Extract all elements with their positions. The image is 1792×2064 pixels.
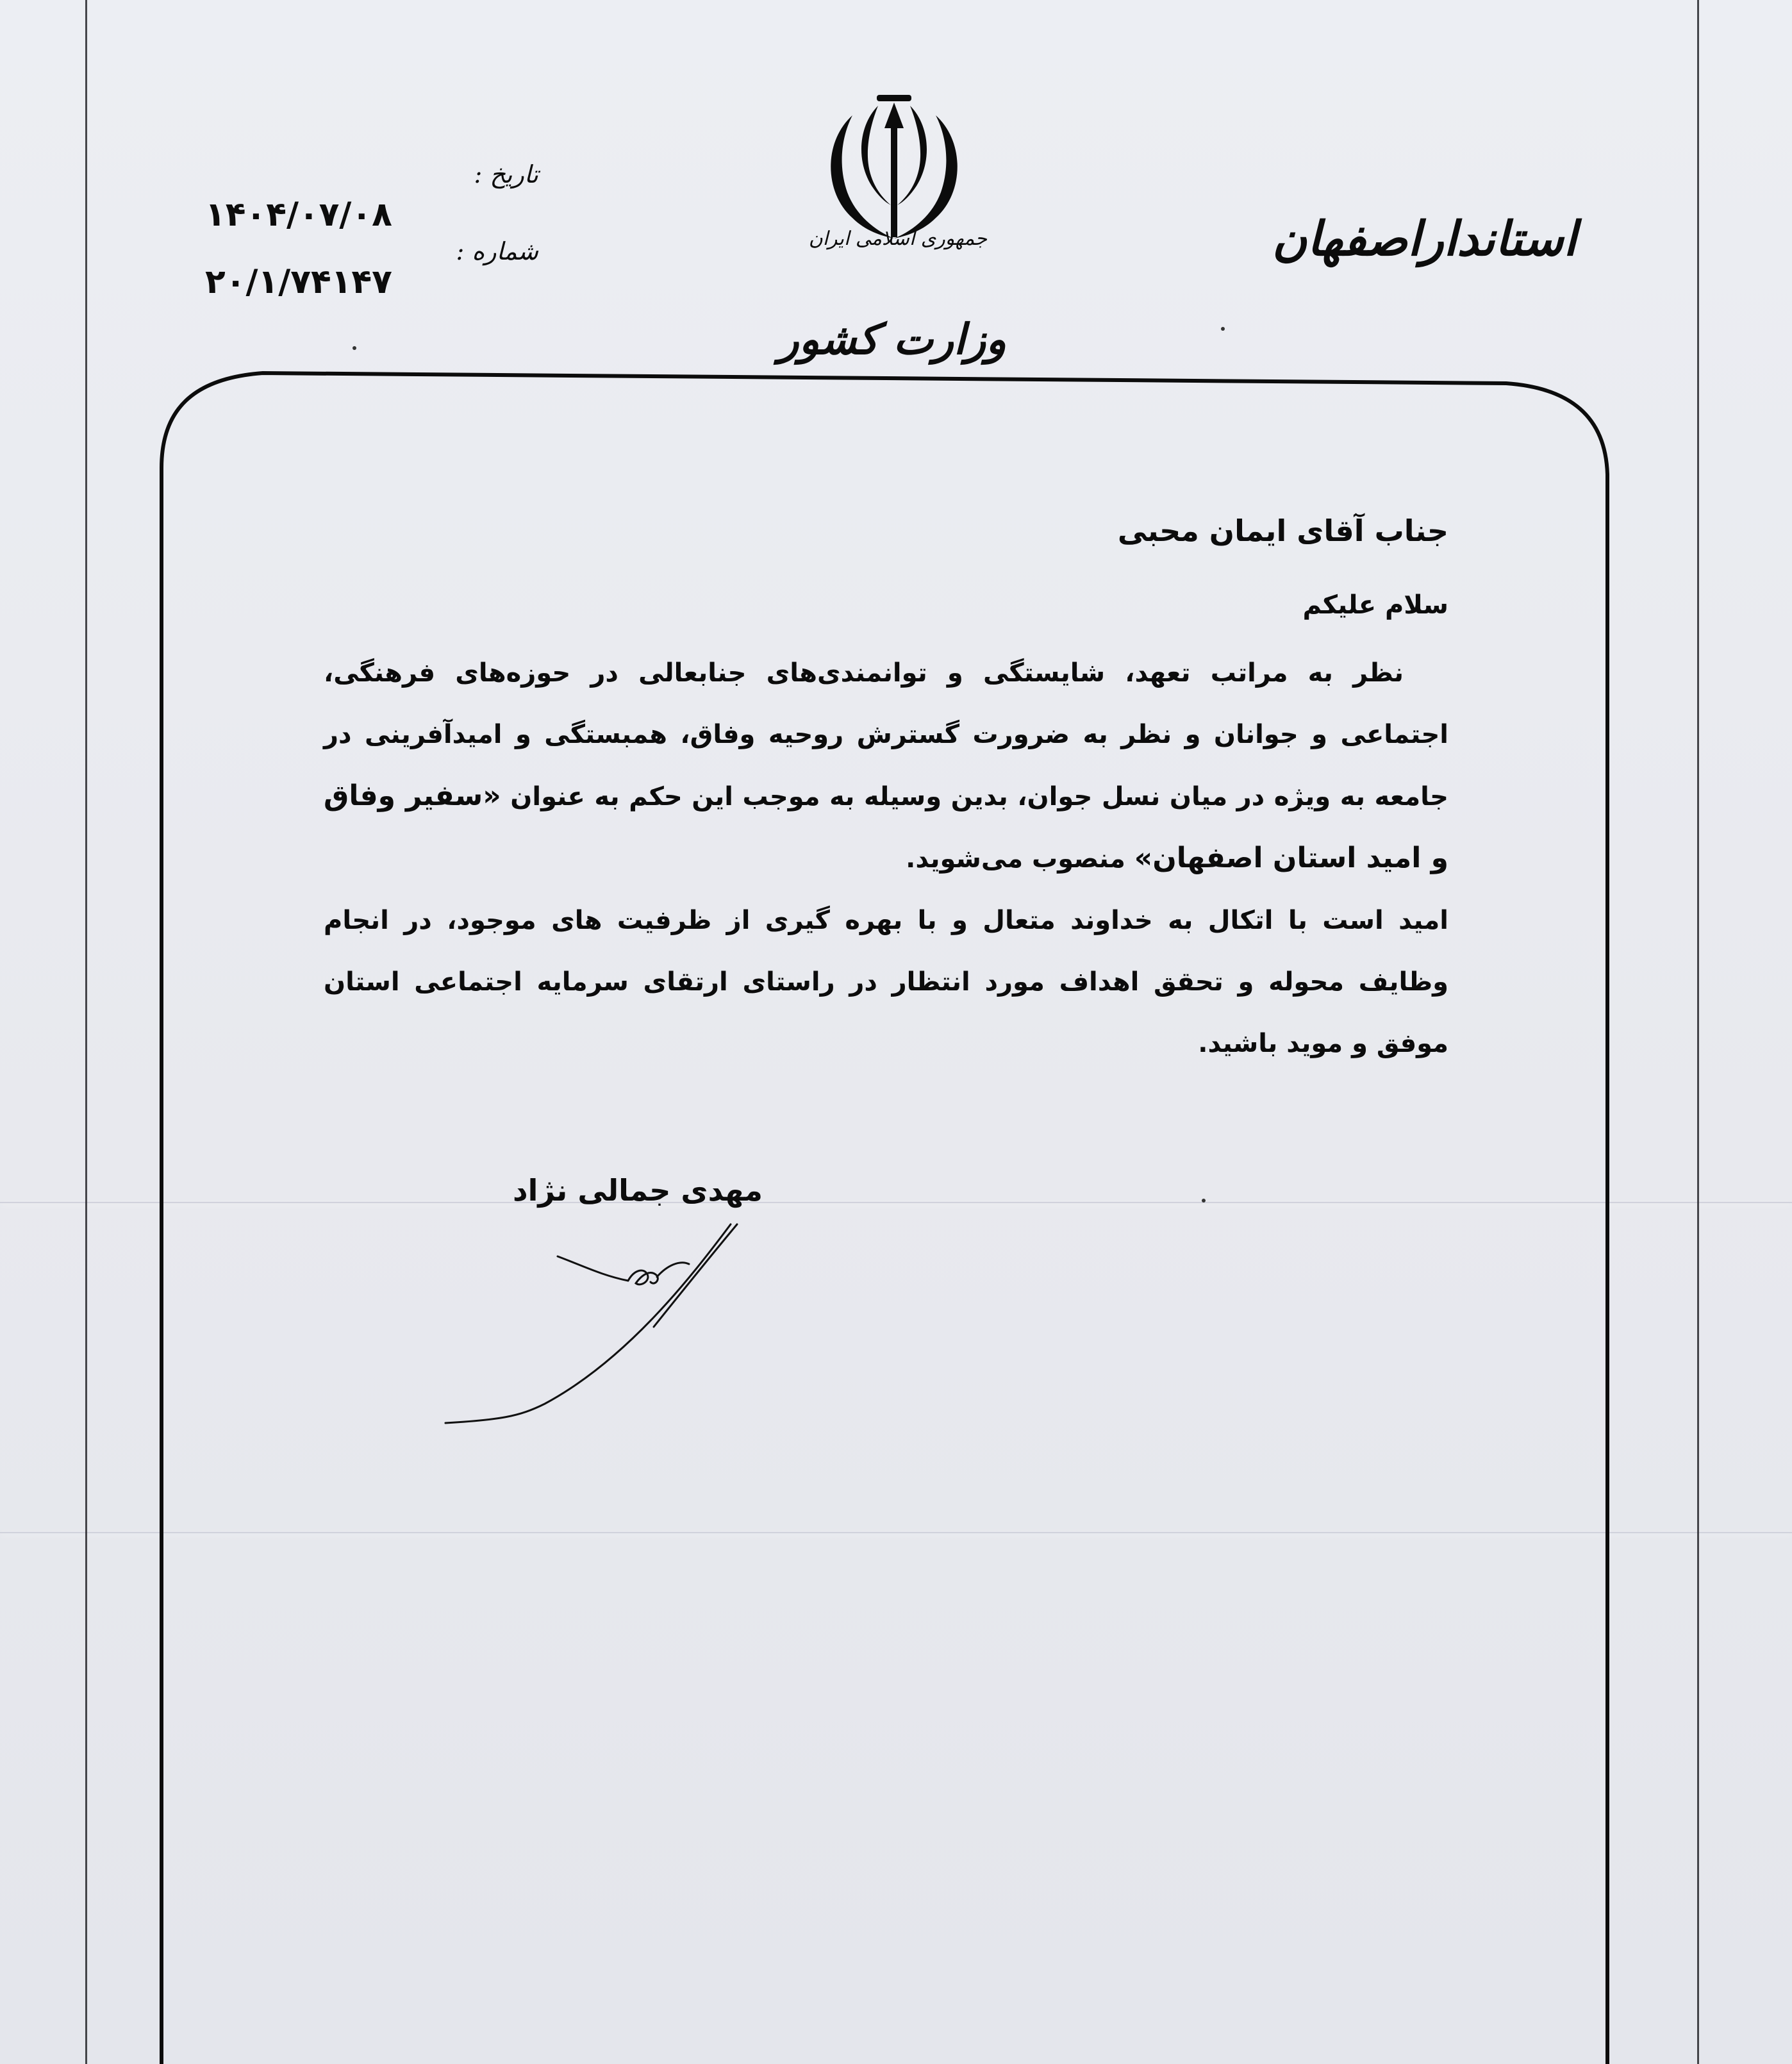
paragraph-1-text: نظر به مراتب تعهد، شایستگی و توانمندی‌های جنابعالی در حوزه‌های فرهنگی، اجتماعی و جوانان و نظر به ضرورت گسترش روحیه وفاق، همبستگی و امیدآفرینی در جامعه به ویژه در میان نسل جوان، بدین وسیله به موجب این حکم به عنوان [324, 658, 1448, 811]
addressee: جناب آقای ایمان محبی [1117, 513, 1448, 548]
paper-speck [1202, 1199, 1206, 1203]
paragraph-2: امید است با اتکال به خداوند متعال و با بهره گیری از ظرفیت های موجود، در انجام وظایف محوله و تحقق اهداف مورد انتظار در راستای ارتقای سرمایه اجتماعی استان موفق و موید باشید. [324, 906, 1448, 1058]
letter-body [324, 500, 1448, 1074]
number-label: شماره : [456, 237, 538, 265]
paper-speck [353, 346, 356, 350]
ministry-name: وزارت کشور [778, 314, 1006, 364]
organization-title: استانداراصفهان [1272, 212, 1577, 267]
paper-speck [1221, 327, 1225, 331]
paper-edge-left [85, 0, 87, 2064]
emblem-caption: جمهوری اسلامی ایران [808, 228, 987, 250]
date-value: ۱۴۰۴/۰۷/۰۸ [205, 196, 392, 234]
signatory-name: مهدی جمالی نژاد [513, 1173, 763, 1208]
number-value: ۲۰/۱/۷۴۱۴۷ [205, 263, 392, 301]
date-label: تاریخ : [474, 160, 538, 188]
greeting: سلام علیکم [1302, 590, 1448, 620]
paragraph-1-ending: منصوب می‌شوید. [906, 844, 1125, 874]
paper-edge-right [1697, 0, 1699, 2064]
signature [436, 1205, 769, 1461]
appointment-title: «سفیر وفاق و امید استان اصفهان» [324, 779, 1448, 874]
paragraph-1 [324, 642, 1448, 890]
